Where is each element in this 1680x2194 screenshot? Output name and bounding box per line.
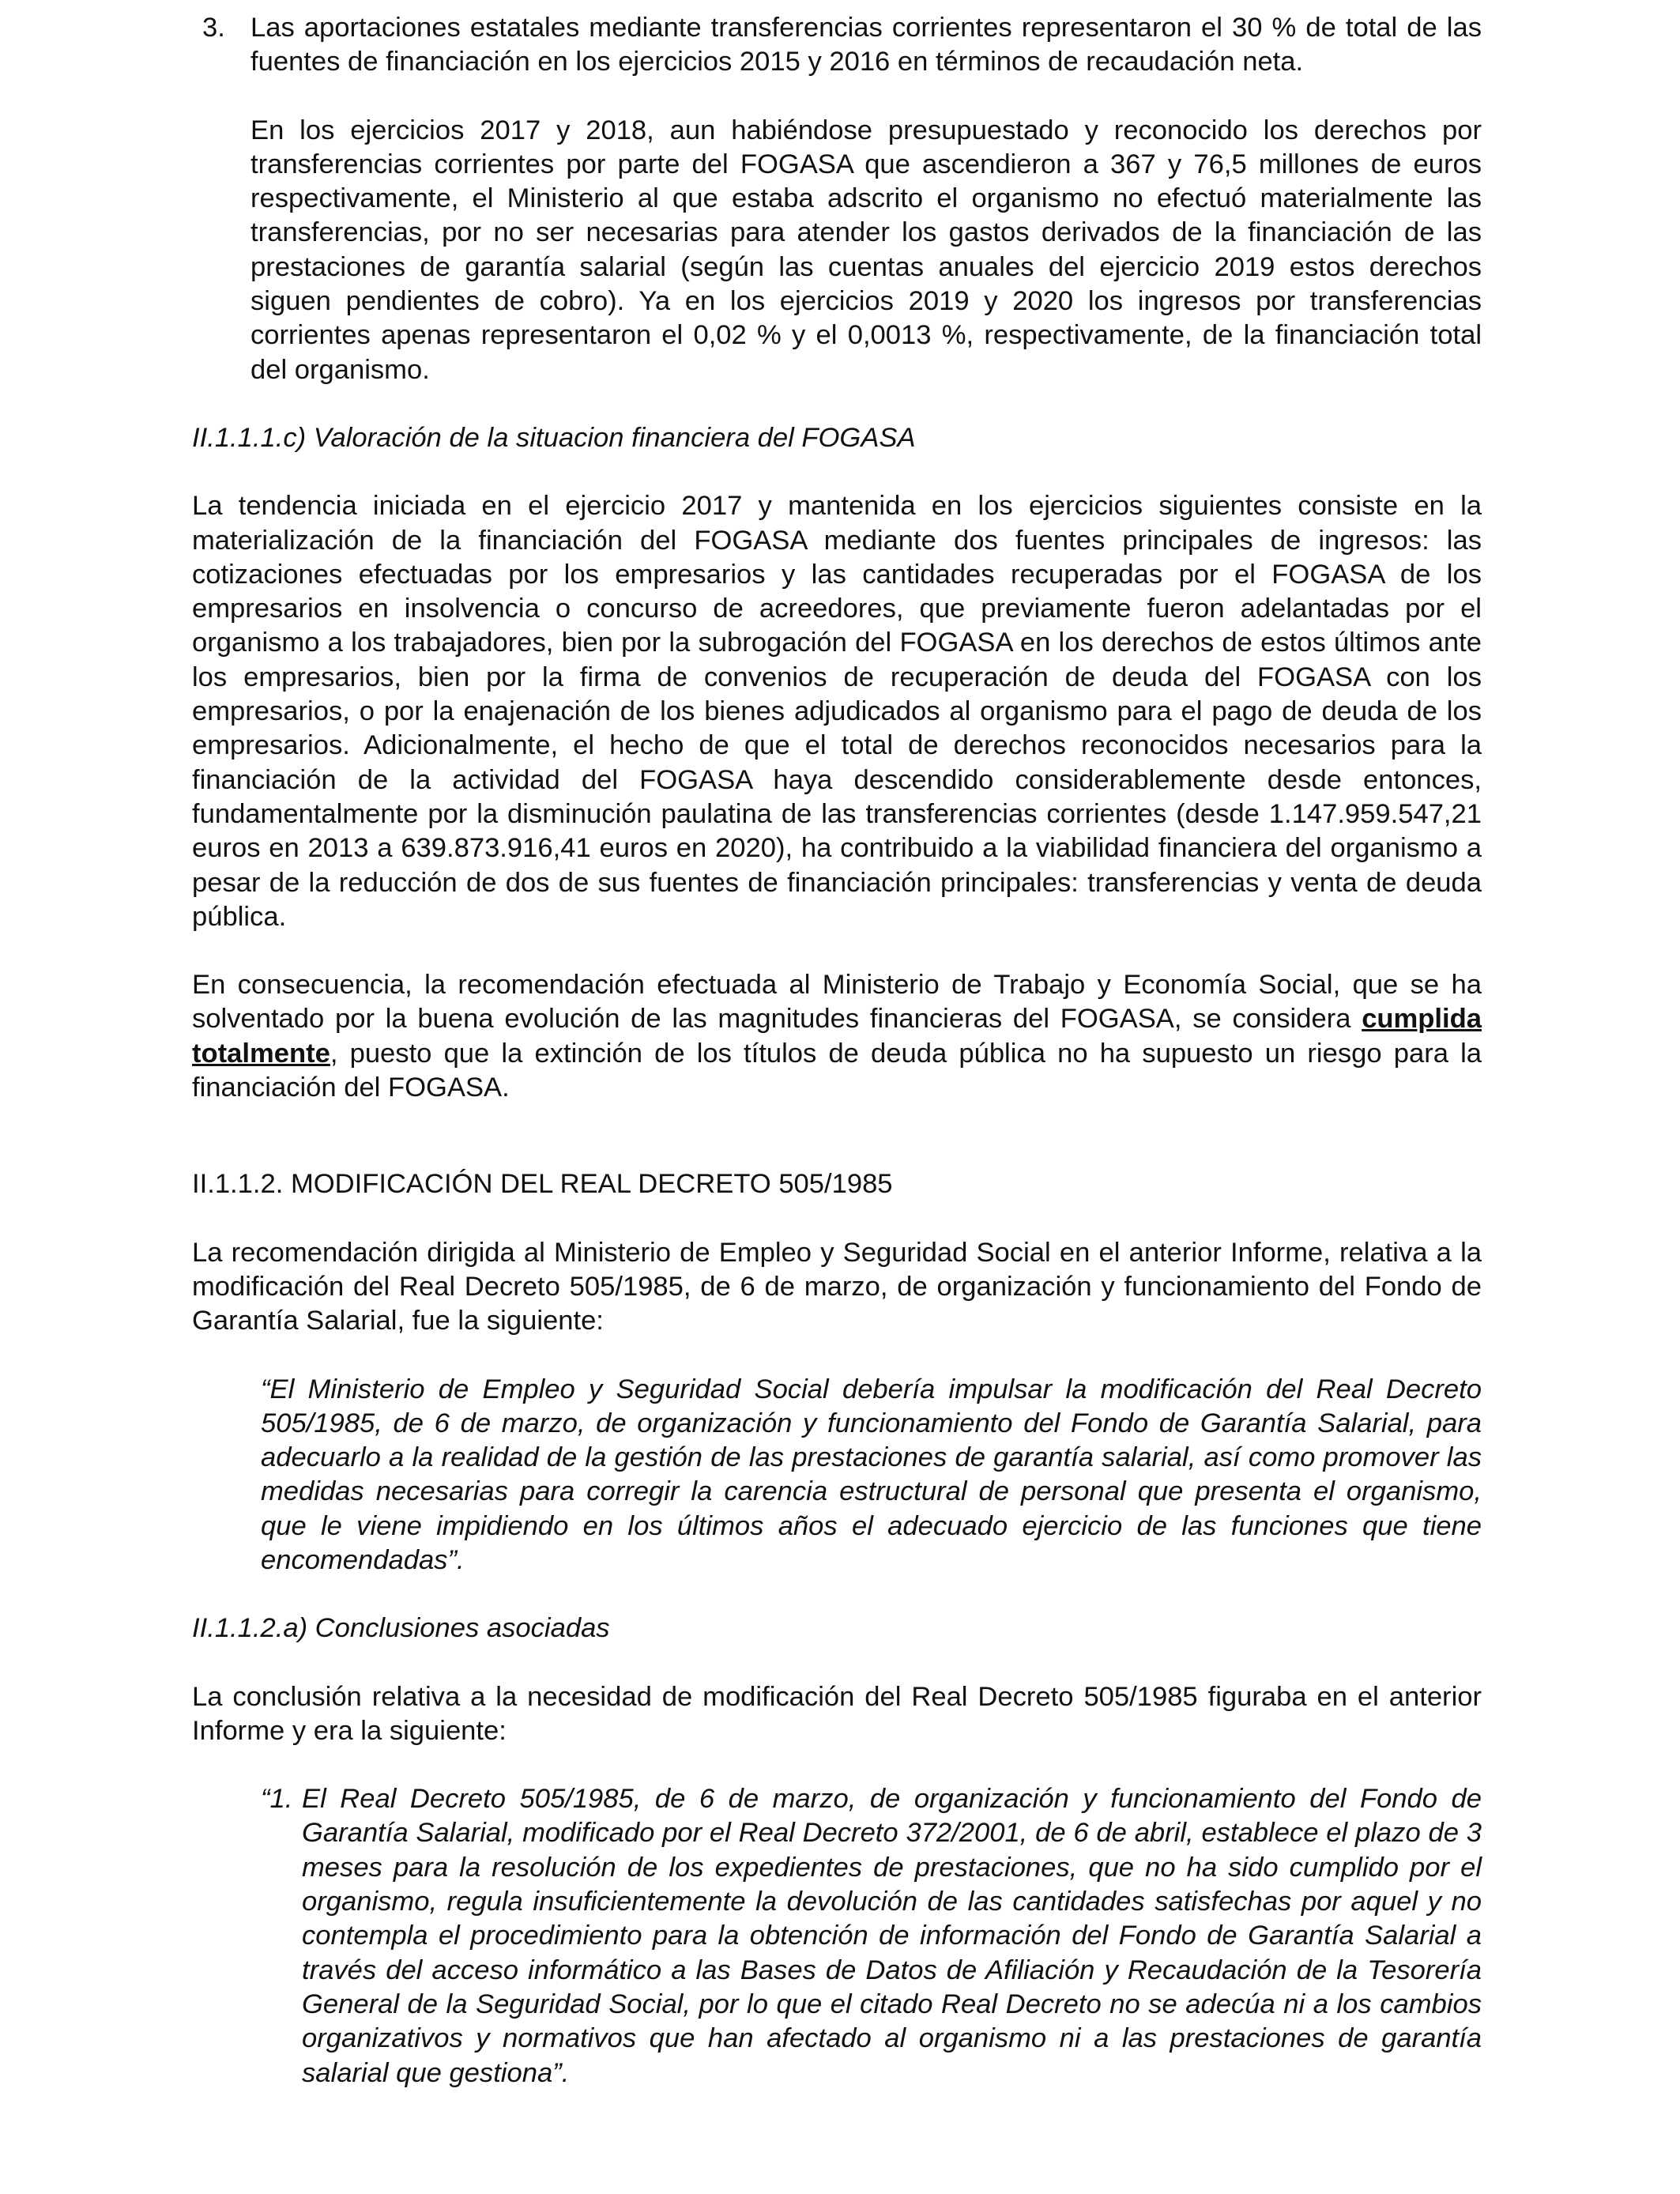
- paragraph-recommendation-result: [192, 968, 1482, 1105]
- paragraph-recommendation-intro: La recomendación dirigida al Ministerio de Empleo y Seguridad Social en el anterior Informe, relativa a la modificación del Real Decreto 505/1985, de 6 de marzo, de organización y funcionamiento del Fondo de Garantía Salarial, fue la siguiente:: [192, 1237, 1482, 1336]
- section-heading-2a: II.1.1.2.a) Conclusiones asociadas: [192, 1613, 610, 1644]
- emphasis-status: cumplida totalmente: [192, 1004, 1482, 1069]
- list-item-3-continuation: En los ejercicios 2017 y 2018, aun habiéndose presupuestado y reconocido los derechos por transferencias corrientes por parte del FOGASA que ascendieron a 367 y 76,5 millones de euros respectivamente, el Ministerio al que estaba adscrito el organismo no efectuó materialmente las transferencias, por no ser necesarias para atender los gastos derivados de la financiación de las prestaciones de garantía salarial (según las cuentas anuales del ejercicio 2019 estos derechos siguen pendientes de cobro). Ya en los ejercicios 2019 y 2020 los ingresos por transferencias corrientes apenas representaron el 0,02 % y el 0,0013 %, respectivamente, de la financiación total del organismo.: [250, 115, 1482, 385]
- paragraph-text: En consecuencia, la recomendación efectuada al Ministerio de Trabajo y Economía Social, que se ha solventado por la buena evolución de las magnitudes financieras del FOGASA, se considera: [192, 970, 1482, 1035]
- paragraph-conclusion-intro: La conclusión relativa a la necesidad de modificación del Real Decreto 505/1985 figuraba en el anterior Informe y era la siguiente:: [192, 1681, 1482, 1746]
- section-heading-2: II.1.1.2. MODIFICACIÓN DEL REAL DECRETO 505/1985: [192, 1169, 893, 1200]
- paragraph-text: , puesto que la extinción de los títulos de deuda pública no ha supuesto un riesgo para la financiación del FOGASA.: [192, 1038, 1482, 1103]
- list-item-text: Las aportaciones estatales mediante transferencias corrientes representaron el 30 % de total de las fuentes de financiación en los ejercicios 2015 y 2016 en términos de recaudación neta.: [250, 13, 1482, 77]
- quote-text: El Real Decreto 505/1985, de 6 de marzo, de organización y funcionamiento del Fondo de Garantía Salarial, modificado por el Real Decreto 372/2001, de 6 de abril, establece el plazo de 3 meses para la resolución de los expedientes de prestaciones, que no ha sido cumplido por el organismo, regula insuficientemente la devolución de las cantidades satisfechas por aquel y no contempla el procedimiento para la obtención de información del Fondo de Garantía Salarial a través del acceso informático a las Bases de Datos de Afiliación y Recaudación de la Tesorería General de la Seguridad Social, por lo que el citado Real Decreto no se adecúa ni a los cambios organizativos y normativos que han afectado al organismo ni a las prestaciones de garantía salarial que gestiona”.: [302, 1784, 1482, 2088]
- quote-number: “1.: [261, 1784, 293, 1815]
- block-quote-conclusion: [261, 1782, 1482, 2090]
- list-item-3: [192, 11, 1482, 80]
- section-heading-1c: II.1.1.1.c) Valoración de la situacion financiera del FOGASA: [192, 422, 916, 453]
- block-quote-recommendation: “El Ministerio de Empleo y Seguridad Social debería impulsar la modificación del Real Decreto 505/1985, de 6 de marzo, de organización y funcionamiento del Fondo de Garantía Salarial, para adecuarlo a la realidad de la gestión de las prestaciones de garantía salarial, así como promover las medidas necesarias para corregir la carencia estructural de personal que presenta el organismo, que le viene impidiendo en los últimos años el adecuado ejercicio de las funciones que tiene encomendadas”.: [261, 1374, 1482, 1575]
- paragraph-financial-situation: La tendencia iniciada en el ejercicio 2017 y mantenida en los ejercicios siguientes consiste en la materialización de la financiación del FOGASA mediante dos fuentes principales de ingresos: las cotizaciones efectuadas por los empresarios y las cantidades recuperadas por el FOGASA de los empresarios en insolvencia o concurso de acreedores, que previamente fueron adelantadas por el organismo a los trabajadores, bien por la subrogación del FOGASA en los derechos de estos últimos ante los empresarios, bien por la firma de convenios de recuperación de deuda del FOGASA con los empresarios, o por la enajenación de los bienes adjudicados al organismo para el pago de deuda de los empresarios. Adicionalmente, el hecho de que el total de derechos reconocidos necesarios para la financiación de la actividad del FOGASA haya descendido considerablemente desde entonces, fundamentalmente por la disminución paulatina de las transferencias corrientes (desde 1.147.959.547,21 euros en 2013 a 639.873.916,41 euros en 2020), ha contribuido a la viabilidad financiera del organismo a pesar de la reducción de dos de sus fuentes de financiación principales: transferencias y venta de deuda pública.: [192, 491, 1482, 932]
- document-page: [192, 11, 1482, 2090]
- list-number: 3.: [202, 13, 225, 43]
